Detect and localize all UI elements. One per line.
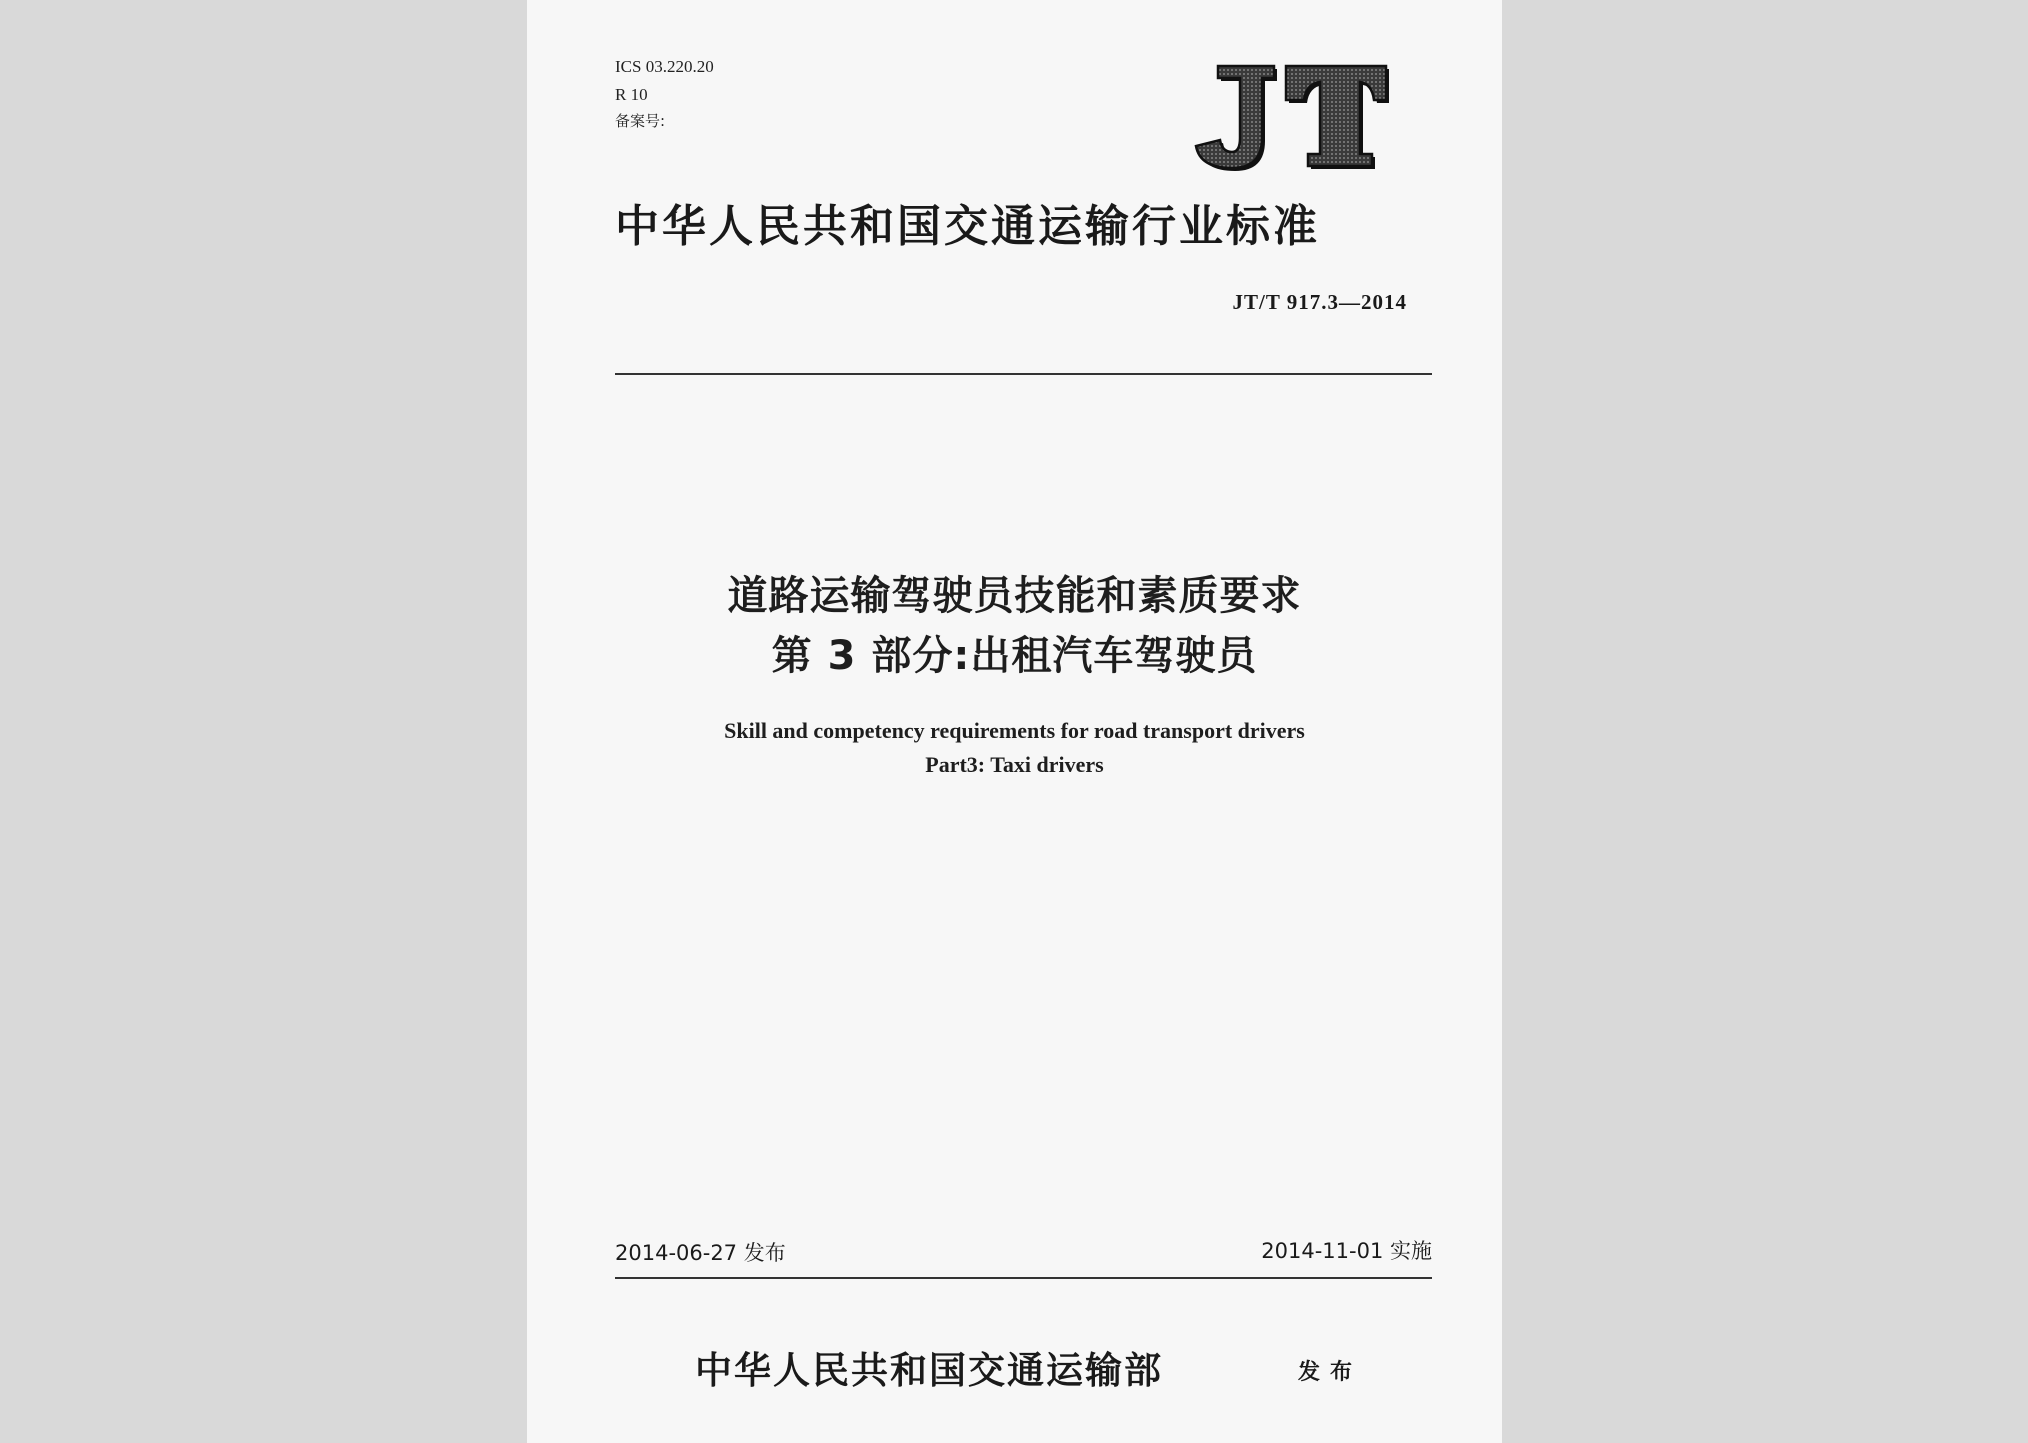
issuing-authority: 中华人民共和国交通运输部 xyxy=(695,1348,1163,1392)
title-chinese-line2: 第 3 部分:出租汽车驾驶员 xyxy=(771,633,1258,679)
bottom-divider xyxy=(615,1277,1432,1279)
issue-label: 发布 xyxy=(1298,1360,1363,1385)
title-english-line2: Part3: Taxi drivers xyxy=(925,752,1104,777)
implementation-date: 2014-11-01 实施 xyxy=(1261,1239,1432,1263)
issue-date: 2014-06-27 发布 xyxy=(615,1241,786,1265)
top-divider xyxy=(615,373,1432,375)
record-number-label: 备案号: xyxy=(615,112,666,130)
ics-code: ICS 03.220.20 xyxy=(615,57,714,76)
title-chinese-line1: 道路运输驾驶员技能和素质要求 xyxy=(727,573,1302,619)
title-english-line1: Skill and competency requirements for road transport drivers xyxy=(724,718,1305,743)
standard-code: JT/T 917.3—2014 xyxy=(1232,290,1407,314)
jt-logo xyxy=(1182,60,1392,172)
document-page xyxy=(527,0,1502,1443)
standard-organization-title: 中华人民共和国交通运输行业标准 xyxy=(615,201,1320,252)
classification-code: R 10 xyxy=(615,85,648,104)
